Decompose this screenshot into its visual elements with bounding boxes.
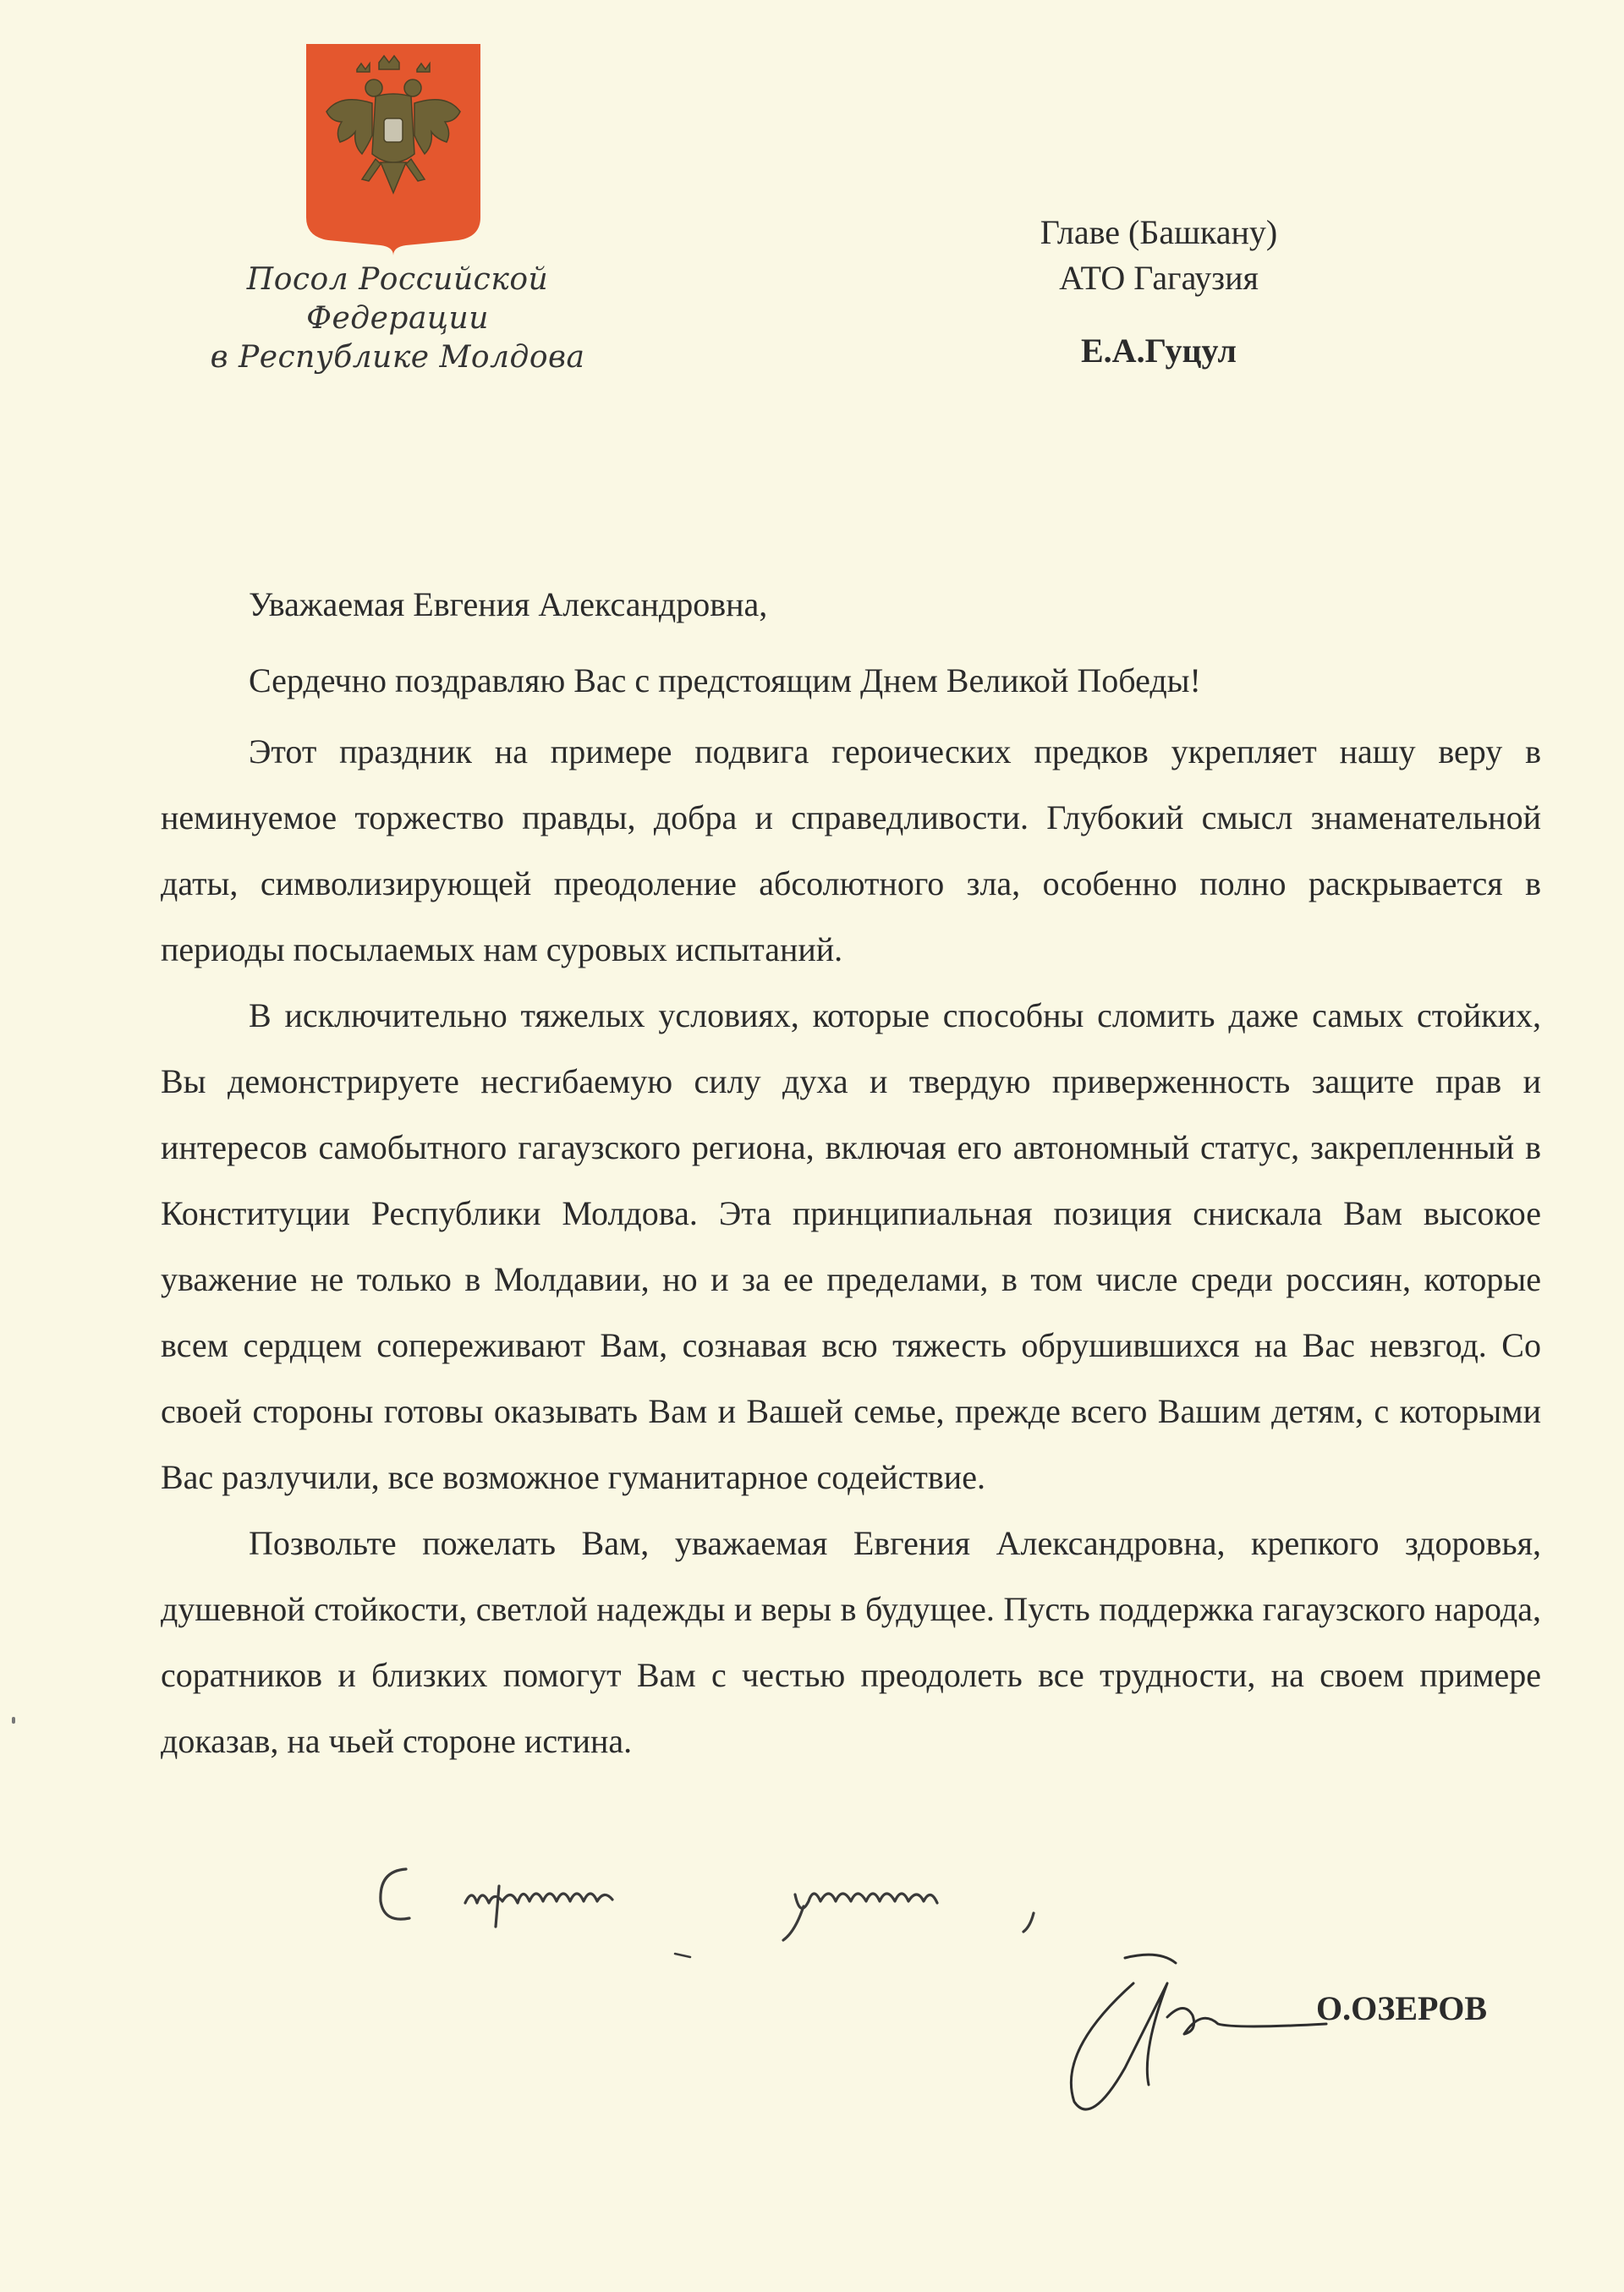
sender-line-1: Посол Российской Федерации xyxy=(246,262,549,336)
letter-body xyxy=(161,572,1541,1774)
signer-name: О.ОЗЕРОВ xyxy=(1316,1989,1488,2027)
addressee-name: Е.А.Гуцул xyxy=(1081,332,1237,370)
sender-line-2: в Республике Молдова xyxy=(210,340,585,375)
addressee-line-1: Главе (Башкану) xyxy=(1040,213,1278,251)
paragraph-2: В исключительно тяжелых условиях, которые способны сломить даже самых стойких, Вы демонстрируете несгибаемую силу духа и твердую приверженность защите прав и интересов самобытного гагаузского региона, включая его автономный статус, закрепленный в Конституции Республики Молдова. Эта принципиальная позиция снискала Вам высокое уважение не только в Молдавии, но и за ее пределами, в том числе среди россиян, которые всем сердцем сопереживают Вам, сознавая всю тяжесть обрушившихся на Вас невзгод. Со своей стороны готовы оказывать Вам и Вашей семье, прежде всего Вашим детям, с которыми Вас разлучили, все возможное гуманитарное содействие. xyxy=(161,996,1541,1496)
addressee-line-2: АТО Гагаузия xyxy=(1059,259,1259,297)
addressee-block xyxy=(981,210,1336,374)
paragraph-3: Позвольте пожелать Вам, уважаемая Евгения Александровна, крепкого здоровья, душевной стойкости, светлой надежды и веры в будущее. Пусть поддержка гагаузского народа, соратников и близких помогут Вам с честью преодолеть все трудности, на своем примере доказав, на чьей стороне истина. xyxy=(161,1524,1541,1760)
scan-speck xyxy=(12,1717,15,1724)
paragraph-1: Этот праздник на примере подвига героических предков укрепляет нашу веру в неминуемое торжество правды, добра и справедливости. Глубокий смысл знаменательной даты, символизирующей преодоление абсолютного зла, особенно полно раскрывается в периоды посылаемых нам суровых испытаний. xyxy=(161,732,1541,968)
greeting: Сердечно поздравляю Вас с предстоящим Днем Великой Победы! xyxy=(249,661,1201,699)
signature-icon xyxy=(1040,1924,1328,2127)
sender-block xyxy=(152,260,643,377)
salutation: Уважаемая Евгения Александровна, xyxy=(249,585,768,623)
russian-coat-of-arms-icon xyxy=(306,44,480,255)
